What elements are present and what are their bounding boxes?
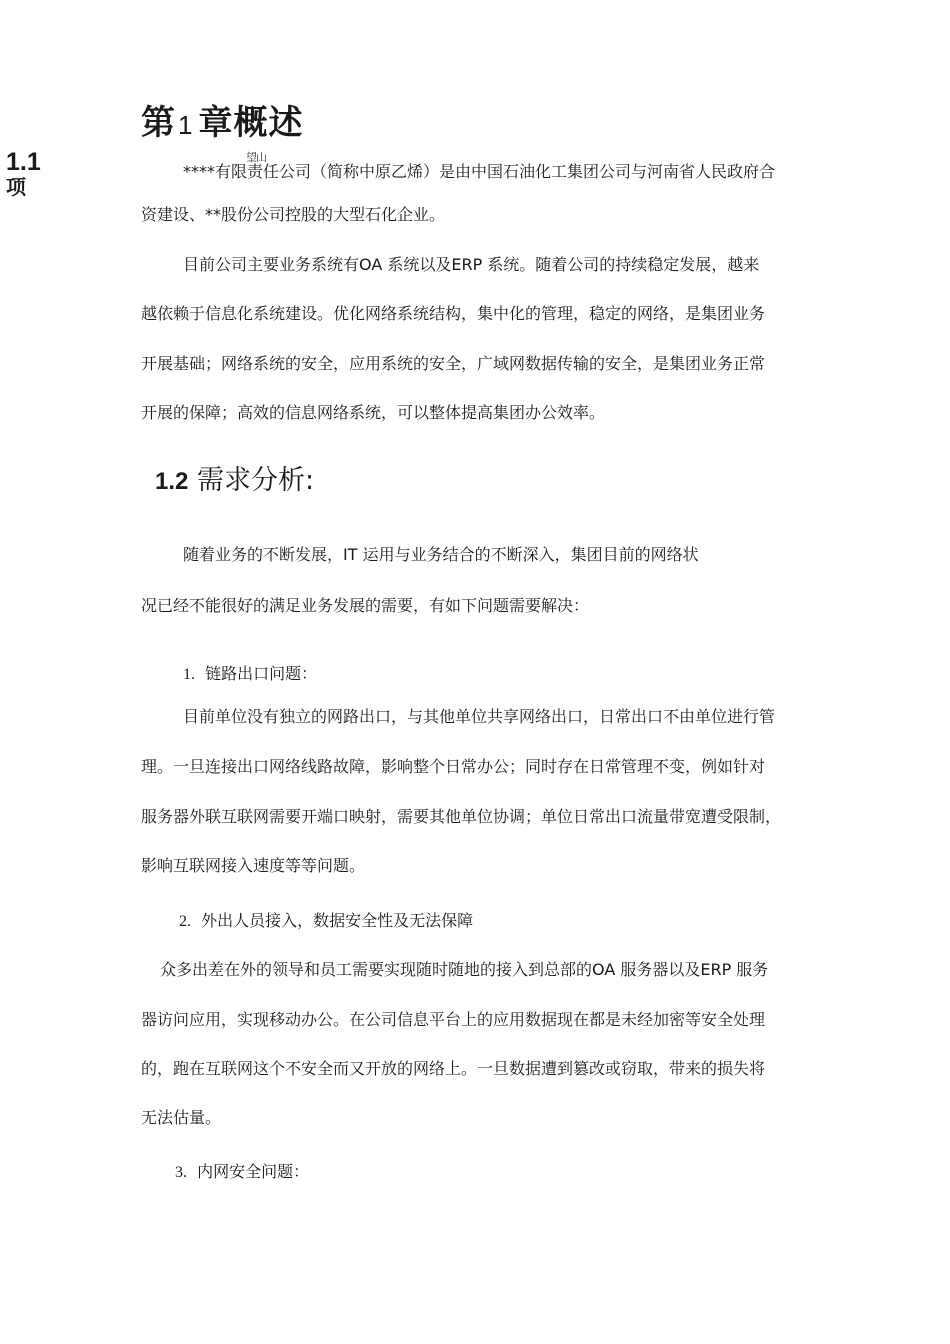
paragraph-line: 的，跑在互联网这个不安全而又开放的网络上。一旦数据遭到篡改或窃取，带来的损失将 xyxy=(141,1059,766,1078)
list-item-heading xyxy=(179,911,473,932)
section-heading xyxy=(155,462,314,501)
list-item-heading xyxy=(175,1162,309,1183)
chapter-title xyxy=(141,101,303,147)
margin-section-number: 1.1 xyxy=(6,148,41,176)
list-item-heading xyxy=(183,664,317,685)
paragraph-line: 开展基础；网络系统的安全，应用系统的安全，广域网数据传输的安全，是集团业务正常 xyxy=(141,354,766,373)
list-item-label: 内网安全问题： xyxy=(197,1162,310,1181)
paragraph-line: 资建设、**股份公司控股的大型石化企业。 xyxy=(141,205,446,224)
list-item-number: 2. xyxy=(179,913,191,930)
section-ghost-label: 望山 xyxy=(246,151,266,164)
paragraph-line: 器访问应用，实现移动办公。在公司信息平台上的应用数据现在都是未经加密等安全处理 xyxy=(141,1010,766,1029)
paragraph-line: 开展的保障；高效的信息网络系统，可以整体提高集团办公效率。 xyxy=(141,403,606,422)
list-item-number: 3. xyxy=(175,1164,187,1181)
margin-section-fragment xyxy=(6,175,36,199)
paragraph-line: 越依赖于信息化系统建设。优化网络系统结构，集中化的管理，稳定的网络，是集团业务 xyxy=(141,304,766,323)
chapter-number: 1 xyxy=(178,110,194,140)
list-item-label: 链路出口问题： xyxy=(205,664,318,683)
chapter-suffix: 章概述 xyxy=(198,103,304,143)
paragraph-line: 影响互联网接入速度等等问题。 xyxy=(141,856,366,875)
list-item-number: 1. xyxy=(183,666,195,683)
chapter-prefix: 第 xyxy=(141,103,176,143)
list-item-label: 外出人员接入，数据安全性及无法保障 xyxy=(201,911,474,930)
paragraph-line: 众多出差在外的领导和员工需要实现随时随地的接入到总部的OA 服务器以及ERP 服务 xyxy=(160,960,769,979)
paragraph-line: 服务器外联互联网需要开端口映射，需要其他单位协调；单位日常出口流量带宽遭受限制， xyxy=(141,807,782,826)
margin-fragment-text: 项 xyxy=(6,175,26,199)
paragraph-line: 随着业务的不断发展，IT 运用与业务结合的不断深入，集团目前的网络状 xyxy=(183,545,699,564)
paragraph-line: 况已经不能很好的满足业务发展的需要，有如下问题需要解决： xyxy=(141,596,590,615)
paragraph-line: 理。一旦连接出口网络线路故障，影响整个日常办公；同时存在日常管理不变，例如针对 xyxy=(141,757,766,776)
section-title: 需求分析: xyxy=(196,465,315,496)
paragraph-line: 目前公司主要业务系统有OA 系统以及ERP 系统。随着公司的持续稳定发展，越来 xyxy=(183,255,760,274)
paragraph-line: 无法估量。 xyxy=(141,1108,222,1127)
paragraph-line: 目前单位没有独立的网路出口，与其他单位共享网络出口，日常出口不由单位进行管 xyxy=(183,707,776,726)
paragraph-line: ****有限责任公司（简称中原乙烯）是由中国石油化工集团公司与河南省人民政府合 xyxy=(183,162,776,181)
section-number: 1.2 xyxy=(155,468,189,495)
